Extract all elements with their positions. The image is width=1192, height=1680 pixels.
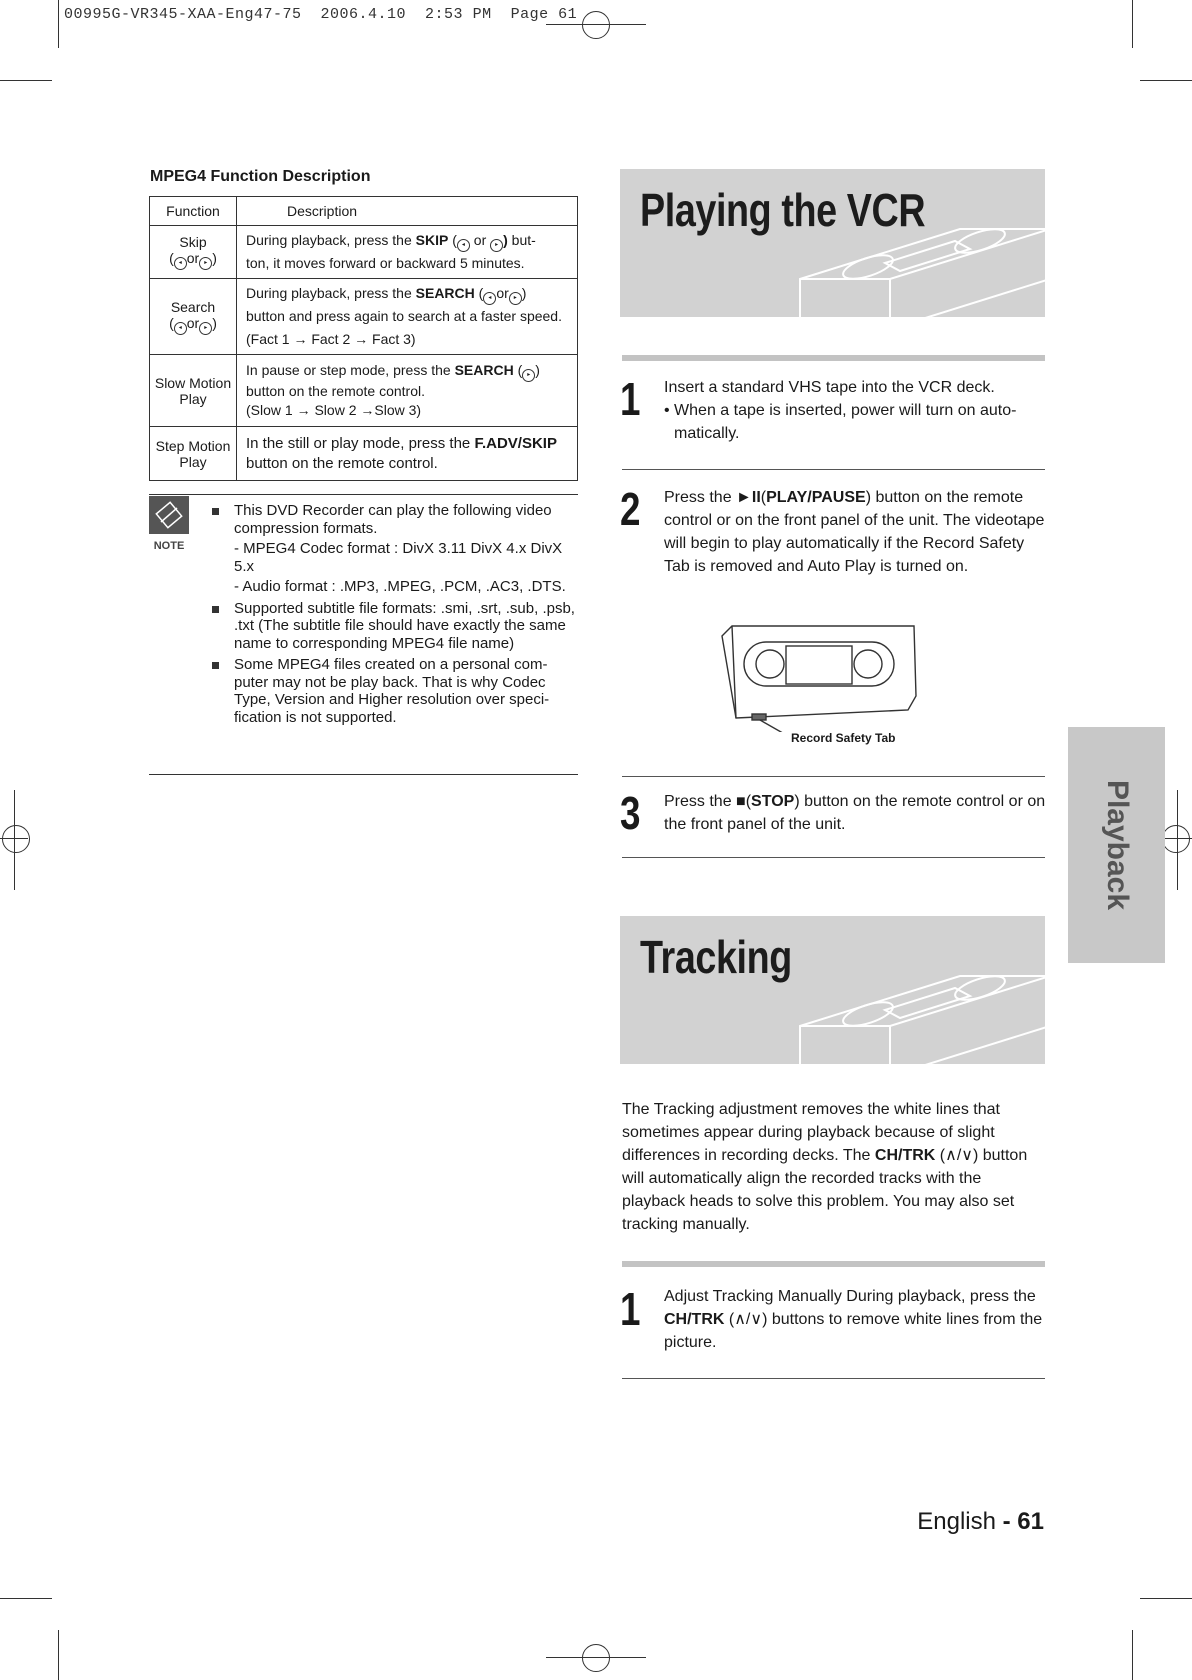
section-divider <box>622 355 1045 361</box>
crop-mark <box>58 1630 59 1680</box>
search-forward-icon: ▸ <box>522 369 535 382</box>
function-name-2: Play <box>179 453 207 470</box>
up-down-icon: (∧/∨) <box>935 1147 979 1164</box>
print-slug: 00995G-VR345-XAA-Eng47-75 2006.4.10 2:53 PM Page 61 <box>64 6 578 23</box>
paragraph-text: The Tracking adjustment removes the white lines that sometimes appear during playback because of slight differences in recording decks. The <box>622 1101 1000 1164</box>
step-text-part: Press the <box>664 793 737 810</box>
skip-forward-icon: ▸ <box>490 239 503 252</box>
or-label: or <box>186 314 200 331</box>
description-text: During playback, press the <box>246 285 416 301</box>
crop-mark <box>1140 80 1192 81</box>
playing-vcr-banner <box>620 169 1045 317</box>
note-item <box>206 502 576 596</box>
step-text <box>664 1285 1047 1354</box>
note-label: NOTE <box>153 540 185 552</box>
chapter-tab <box>1068 727 1165 963</box>
section-divider <box>622 1261 1045 1267</box>
step-text-part: remote control or on the front panel of the unit. The videotape will begin to play automatically if the Record Safety Tab is removed and Auto Play is turned on. <box>664 489 1045 575</box>
description-text: In pause or step mode, press the <box>246 362 455 378</box>
ch-trk-key: CH/TRK <box>664 1311 725 1328</box>
note-text: Supported subtitle file formats: .smi, .srt, .sub, .psb, .txt (The subtitle file should have exactly the same name to corresponding MPEG4 file name) <box>234 599 575 652</box>
paragraph-text: button will automatically align the recorded tracks with the playback heads to solve this problem. You may also set tracking manually. <box>622 1147 1028 1233</box>
description-line: button and press again to search at a faster speed. <box>246 308 562 324</box>
play-pause-key: PLAY/PAUSE <box>766 489 866 506</box>
registration-mark <box>2 825 30 853</box>
function-search <box>150 279 237 355</box>
column-header-function: Function <box>150 197 237 226</box>
or-label: or <box>469 232 491 248</box>
function-slow-motion <box>150 355 237 427</box>
function-name: Step Motion <box>155 437 231 454</box>
note-bottom-rule <box>149 774 578 775</box>
step-divider <box>622 776 1045 777</box>
crop-mark <box>1132 1630 1133 1680</box>
page-number <box>860 1508 1044 1536</box>
language-label: English <box>917 1508 996 1535</box>
fadv-skip-key: F.ADV/SKIP <box>474 434 557 452</box>
column-header-description: Description <box>237 197 578 226</box>
page-separator: - <box>995 1508 1018 1535</box>
step-divider <box>622 1378 1045 1379</box>
description-line: (Fact 1 → Fact 2 → Fact 3) <box>246 331 416 347</box>
table-row <box>150 279 578 355</box>
vhs-tape-illustration <box>790 966 1045 1064</box>
description-step-motion <box>237 427 578 481</box>
step-divider <box>622 857 1045 858</box>
function-skip <box>150 226 237 279</box>
note-text: Some MPEG4 files created on a personal com-puter may not be play back. That is why Codec Type, Version and Higher resolution over speci-fication is not supported. <box>234 656 550 726</box>
or-label: or <box>186 250 200 266</box>
play-pause-icon: ►II <box>736 489 761 506</box>
search-key: SEARCH <box>415 285 475 301</box>
page-number-value: 61 <box>1017 1508 1044 1535</box>
registration-mark <box>582 11 610 39</box>
function-name-2: Play <box>179 390 207 407</box>
step-line: • When a tape is inserted, power will turn on auto- <box>664 402 1017 419</box>
function-name: Skip <box>179 234 207 250</box>
function-name: Slow Motion <box>154 374 232 391</box>
description-line: button on the remote control. <box>246 454 438 472</box>
skip-key: SKIP <box>415 232 449 248</box>
crop-mark <box>1140 1598 1192 1599</box>
description-line: ton, it moves forward or backward 5 minutes. <box>246 255 525 271</box>
table-row <box>150 226 578 279</box>
chapter-tab-label: Playback <box>1100 779 1134 911</box>
function-name-icons: ( ◂ or ▸ ) <box>151 250 235 270</box>
crop-mark <box>58 0 59 48</box>
note-list <box>206 502 576 730</box>
stop-icon: ■ <box>736 793 746 810</box>
step-text <box>664 376 1047 445</box>
section-title: Playing the VCR <box>640 184 926 236</box>
ch-trk-key: CH/TRK <box>874 1147 936 1164</box>
section-title: Tracking <box>640 931 792 983</box>
step-text-part: or on the front panel of the unit. <box>664 793 1046 833</box>
vhs-cassette-illustration <box>718 622 918 732</box>
registration-mark <box>1162 825 1190 853</box>
description-line: During playback, press the SKIP ( ◂ or ▸ ) but- <box>246 229 577 252</box>
note-item <box>206 600 576 653</box>
step-text: Press the ►II(PLAY/PAUSE) button on the remote control or on the front panel of the unit. The videotape will begin to play automatically if the Record Safety Tab is removed and Auto Play is turned on. <box>664 489 1045 575</box>
description-line: button on the remote control. <box>246 383 425 399</box>
crop-mark <box>0 80 52 81</box>
step-text-part: ) button on the remote control <box>794 793 1005 810</box>
skip-back-icon: ◂ <box>457 239 470 252</box>
function-name: Search <box>170 298 216 315</box>
step-number: 1 <box>620 1283 641 1335</box>
crop-mark <box>14 790 15 890</box>
skip-back-icon: ◂ <box>174 257 187 270</box>
stop-key: STOP <box>751 793 795 810</box>
description-skip <box>237 226 578 279</box>
mpeg4-function-table <box>149 196 578 481</box>
table-row <box>150 427 578 481</box>
step-divider <box>622 469 1045 470</box>
step-text-part: ) button on the <box>865 489 969 506</box>
description-line: In pause or step mode, press the SEARCH ( ▸ ) <box>246 361 577 382</box>
description-slow-motion <box>237 355 578 427</box>
description-line: During playback, press the SEARCH ( ◂ or ▸ ) <box>246 282 577 305</box>
search-forward-icon: ▸ <box>509 292 522 305</box>
step-text: Press the ■(STOP) button on the remote control or on the front panel of the unit. <box>664 793 1046 833</box>
step-text-part: buttons to remove white lines from the picture. <box>664 1311 1043 1351</box>
crop-mark <box>1132 0 1133 48</box>
or-label: or <box>496 285 509 301</box>
function-name-icons: ( ◂ or ▸ ) <box>151 315 235 335</box>
description-search <box>237 279 578 355</box>
note-subitem: - Audio format : .MP3, .MPEG, .PCM, .AC3, .DTS. <box>234 578 566 595</box>
step-line: Insert a standard VHS tape into the VCR deck. <box>664 379 995 396</box>
step-text-part: Press the <box>664 489 737 506</box>
function-step-motion <box>150 427 237 481</box>
registration-mark <box>582 1644 610 1672</box>
note-text: This DVD Recorder can play the following video compression formats. <box>234 502 552 537</box>
search-key: SEARCH <box>454 362 514 378</box>
description-text: In the still or play mode, press the <box>246 434 475 452</box>
note-top-rule <box>149 494 578 495</box>
description-text: but- <box>507 232 536 248</box>
table-row <box>150 355 578 427</box>
tracking-description <box>622 1098 1047 1236</box>
step-line: matically. <box>674 425 740 442</box>
vhs-tape-illustration <box>790 219 1045 317</box>
crop-mark <box>1177 790 1178 890</box>
table-header-row <box>150 197 578 226</box>
search-back-icon: ◂ <box>174 322 187 335</box>
description-text: During playback, press the <box>246 232 416 248</box>
note-subitem: - MPEG4 Codec format : DivX 3.11 DivX 4.x DivX 5.x <box>234 540 563 575</box>
description-line <box>246 434 577 454</box>
pencil-icon <box>149 496 189 534</box>
step-number: 3 <box>620 787 641 839</box>
step-text-part: Adjust Tracking Manually During playback, press the <box>664 1288 1036 1305</box>
crop-mark <box>0 1598 52 1599</box>
tracking-banner <box>620 916 1045 1064</box>
search-forward-icon: ▸ <box>199 322 212 335</box>
step-number: 1 <box>620 373 641 425</box>
search-back-icon: ◂ <box>483 292 496 305</box>
tape-caption: Record Safety Tab <box>791 731 896 745</box>
mpeg4-table-title: MPEG4 Function Description <box>150 168 371 185</box>
skip-forward-icon: ▸ <box>199 257 212 270</box>
step-number: 2 <box>620 483 641 535</box>
note-item <box>206 656 576 726</box>
up-down-icon: (∧/∨) <box>724 1311 768 1328</box>
description-line: (Slow 1 → Slow 2 →Slow 3) <box>246 402 422 418</box>
